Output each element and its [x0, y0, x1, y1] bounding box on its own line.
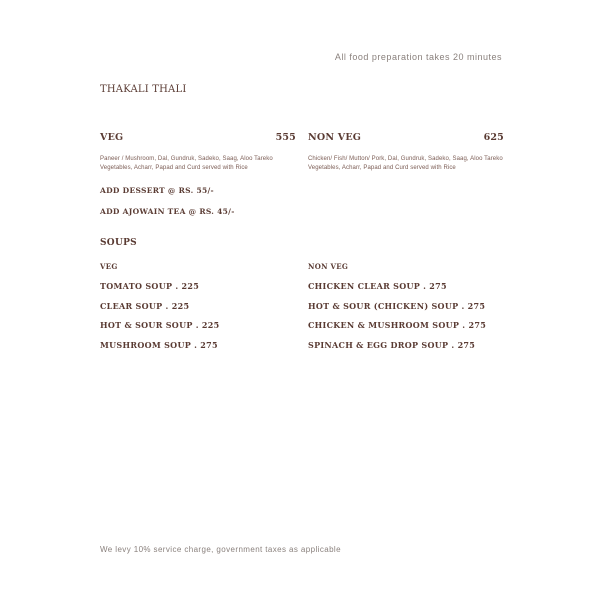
veg-thali-description: Paneer / Mushroom, Dal, Gundruk, Sadeko, Saag, Aloo Tareko Vegetables, Acharr, Papad and Curd served with Rice	[100, 156, 273, 171]
non-veg-thali-price: 625	[483, 132, 504, 143]
non-veg-soup-list	[308, 280, 508, 358]
addon-ajowain-tea: ADD AJOWAIN TEA @ RS. 45/-	[100, 207, 235, 216]
veg-thali-header	[100, 132, 296, 143]
addon-dessert: ADD DESSERT @ RS. 55/-	[100, 186, 214, 195]
soups-title: SOUPS	[100, 238, 137, 248]
non-veg-thali-description: Chicken/ Fish/ Mutton/ Pork, Dal, Gundruk, Sadeko, Saag, Aloo Tareko Vegetables, Acharr, Papad and Curd served with Rice	[308, 156, 503, 171]
veg-thali-label: VEG	[100, 132, 124, 143]
preparation-time-note: All food preparation takes 20 minutes	[334, 52, 502, 62]
veg-soup-list	[100, 280, 300, 358]
soup-item: SPINACH & EGG DROP SOUP . 275	[308, 339, 476, 350]
soup-item: TOMATO SOUP . 225	[100, 281, 200, 291]
soup-item: CLEAR SOUP . 225	[100, 300, 190, 311]
soup-item: HOT & SOUR SOUP . 225	[100, 320, 220, 330]
soup-item: CHICKEN CLEAR SOUP . 275	[308, 281, 447, 291]
non-veg-soups	[308, 262, 508, 358]
non-veg-soups-label: NON VEG	[308, 262, 349, 271]
non-veg-thali	[308, 132, 504, 173]
veg-thali	[100, 132, 296, 173]
non-veg-thali-header	[308, 132, 504, 143]
veg-soups-label: VEG	[100, 262, 118, 271]
non-veg-thali-label: NON VEG	[308, 132, 362, 143]
service-charge-note: We levy 10% service charge, government taxes as applicable	[100, 545, 341, 554]
veg-thali-price: 555	[275, 132, 296, 143]
soup-item: CHICKEN & MUSHROOM SOUP . 275	[308, 320, 487, 330]
soup-item: HOT & SOUR (CHICKEN) SOUP . 275	[308, 300, 486, 311]
veg-soups	[100, 262, 300, 358]
section-title: THAKALI THALI	[100, 84, 187, 95]
soup-item: MUSHROOM SOUP . 275	[100, 339, 218, 350]
